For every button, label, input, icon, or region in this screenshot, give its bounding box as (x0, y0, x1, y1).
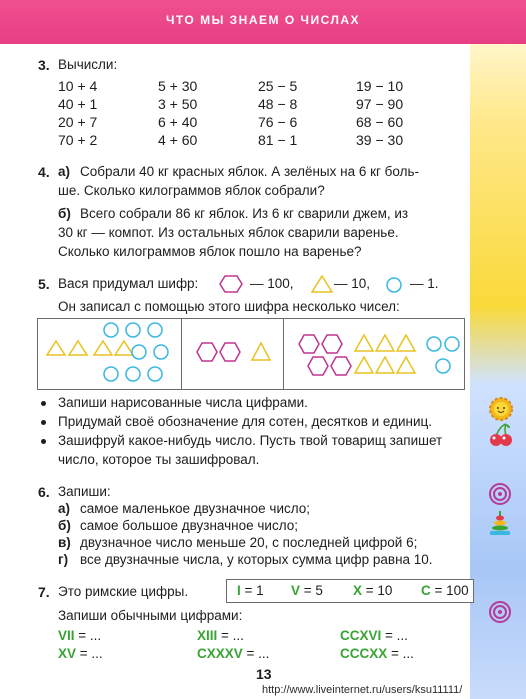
circle-shape (148, 367, 162, 381)
header-banner (0, 0, 526, 44)
spiral-icon (488, 600, 512, 624)
task4-a-line: Собрали 40 кг красных яблок. А зелёных на 6 кг боль- (80, 164, 420, 179)
triangle-shape (252, 343, 270, 360)
roman-item: XIII = ... (197, 628, 244, 643)
hexagon-shape (197, 343, 217, 361)
roman-item: VII = ... (58, 628, 102, 643)
cipher-shapes (38, 319, 182, 389)
task4-b-label: б) (58, 206, 71, 221)
cipher-shapes (182, 319, 284, 389)
cipher-shapes (284, 319, 464, 389)
expression: 19 − 10 (356, 78, 404, 94)
roman-item: CCXVI = ... (340, 628, 408, 643)
expression: 40 + 1 (58, 96, 98, 112)
task4-a-line: ше. Сколько килограммов яблок собрали? (58, 183, 325, 198)
expression: 39 − 30 (356, 132, 404, 148)
task5-bullet: Придумай своё обозначение для сотен, десятков и единиц. (58, 414, 433, 429)
legend-entry: C = 100 (421, 583, 469, 598)
task5-bullet: Запиши нарисованные числа цифрами. (58, 395, 308, 410)
circle-icon (385, 276, 403, 294)
task3-prompt: Вычисли: (58, 57, 118, 72)
circle-shape (104, 323, 118, 337)
task6-item-text: двузначное число меньше 20, с последней цифрой 6; (80, 535, 418, 550)
task4-a-label: а) (58, 164, 71, 179)
expression: 70 + 2 (58, 132, 98, 148)
task6-item-text: самое маленькое двузначное число; (80, 501, 311, 516)
task5-intro: Вася придумал шифр: (58, 276, 199, 291)
pyramid-toy-icon (488, 511, 512, 537)
triangle-shape (47, 341, 65, 355)
expression: 81 − 1 (258, 132, 298, 148)
task6-item-label: б) (58, 518, 71, 533)
expression: 48 − 8 (258, 96, 298, 112)
triangle-shape (376, 357, 394, 373)
circle-shape (154, 345, 168, 359)
roman-item: XV = ... (58, 646, 103, 661)
roman-legend (226, 579, 474, 603)
circle-shape (126, 323, 140, 337)
circle-shape (126, 367, 140, 381)
task4-b-line: Сколько килограммов яблок пошло на варенье? (58, 244, 362, 259)
task4-b-line: Всего собрали 86 кг яблок. Из 6 кг сварили джем, из (80, 206, 409, 221)
circle-shape (445, 337, 459, 351)
triangle-shape (397, 357, 415, 373)
hexagon-shape (220, 343, 240, 361)
source-url: http://www.liveinternet.ru/users/ksu11111/ (262, 684, 463, 696)
bullet (41, 420, 46, 425)
hexagon-shape (331, 357, 351, 375)
hexagon-icon (219, 274, 243, 294)
task6-item-text: все двузначные числа, у которых сумма цифр равна 10. (80, 552, 433, 567)
sun-icon (488, 396, 514, 422)
triangle-shape (376, 335, 394, 351)
circle-shape (132, 345, 146, 359)
legend-entry: V = 5 (291, 583, 323, 598)
triangle-value: — 10, (334, 276, 371, 291)
task4-b-line: 30 кг — компот. Из остальных яблок сварили варенье. (58, 225, 399, 240)
triangle-shape (94, 341, 112, 355)
task6-item-label: а) (58, 501, 71, 516)
expression: 10 + 4 (58, 78, 98, 94)
expression: 25 − 5 (258, 78, 298, 94)
page-number: 13 (256, 666, 272, 682)
circle-shape (148, 323, 162, 337)
hexagon-shape (299, 335, 319, 353)
cipher-panel-3 (283, 318, 465, 390)
expression: 3 + 50 (158, 96, 198, 112)
task7-prompt: Это римские цифры. (58, 584, 189, 599)
legend-entry: X = 10 (353, 583, 393, 598)
circle-value: — 1. (410, 276, 439, 291)
task5-line2: Он записал с помощью этого шифра несколько чисел: (58, 299, 400, 314)
triangle-shape (69, 341, 87, 355)
task6-item-text: самое большое двузначное число; (80, 518, 298, 533)
task5-bullet-cont: число, которое ты зашифровал. (58, 452, 260, 467)
circle-shape (436, 359, 450, 373)
expression: 5 + 30 (158, 78, 198, 94)
circle-shape (427, 337, 441, 351)
task4-number: 4. (38, 164, 50, 180)
task7-prompt2: Запиши обычными цифрами: (58, 608, 243, 623)
expression: 97 − 90 (356, 96, 404, 112)
task3-number: 3. (38, 57, 50, 73)
cherries-icon (488, 422, 514, 448)
spiral-icon (488, 482, 512, 506)
legend-entry: I = 1 (237, 583, 264, 598)
expression: 76 − 6 (258, 114, 298, 130)
task5-bullet: Зашифруй какое-нибудь число. Пусть твой товарищ запишет (58, 433, 443, 448)
task6-prompt: Запиши: (58, 484, 111, 499)
cipher-panel-1 (37, 318, 183, 390)
task6-item-label: в) (58, 535, 71, 550)
triangle-shape (355, 357, 373, 373)
roman-item: CCCXX = ... (340, 646, 414, 661)
expression: 6 + 40 (158, 114, 198, 130)
task6-item-label: г) (58, 552, 69, 567)
expression: 68 − 60 (356, 114, 404, 130)
section-title: ЧТО МЫ ЗНАЕМ О ЧИСЛАХ (165, 13, 361, 27)
expression: 20 + 7 (58, 114, 98, 130)
task5-number: 5. (38, 276, 50, 292)
bullet (41, 439, 46, 444)
bullet (41, 401, 46, 406)
task6-number: 6. (38, 484, 50, 500)
roman-item: CXXXV = ... (197, 646, 270, 661)
hexagon-shape (322, 335, 342, 353)
task7-number: 7. (38, 584, 50, 600)
triangle-shape (397, 335, 415, 351)
triangle-icon (311, 274, 333, 294)
hexagon-value: — 100, (250, 276, 294, 291)
circle-shape (104, 367, 118, 381)
triangle-shape (355, 335, 373, 351)
hexagon-shape (308, 357, 328, 375)
expression: 4 + 60 (158, 132, 198, 148)
cipher-panel-2 (181, 318, 285, 390)
triangle-shape (115, 341, 133, 355)
